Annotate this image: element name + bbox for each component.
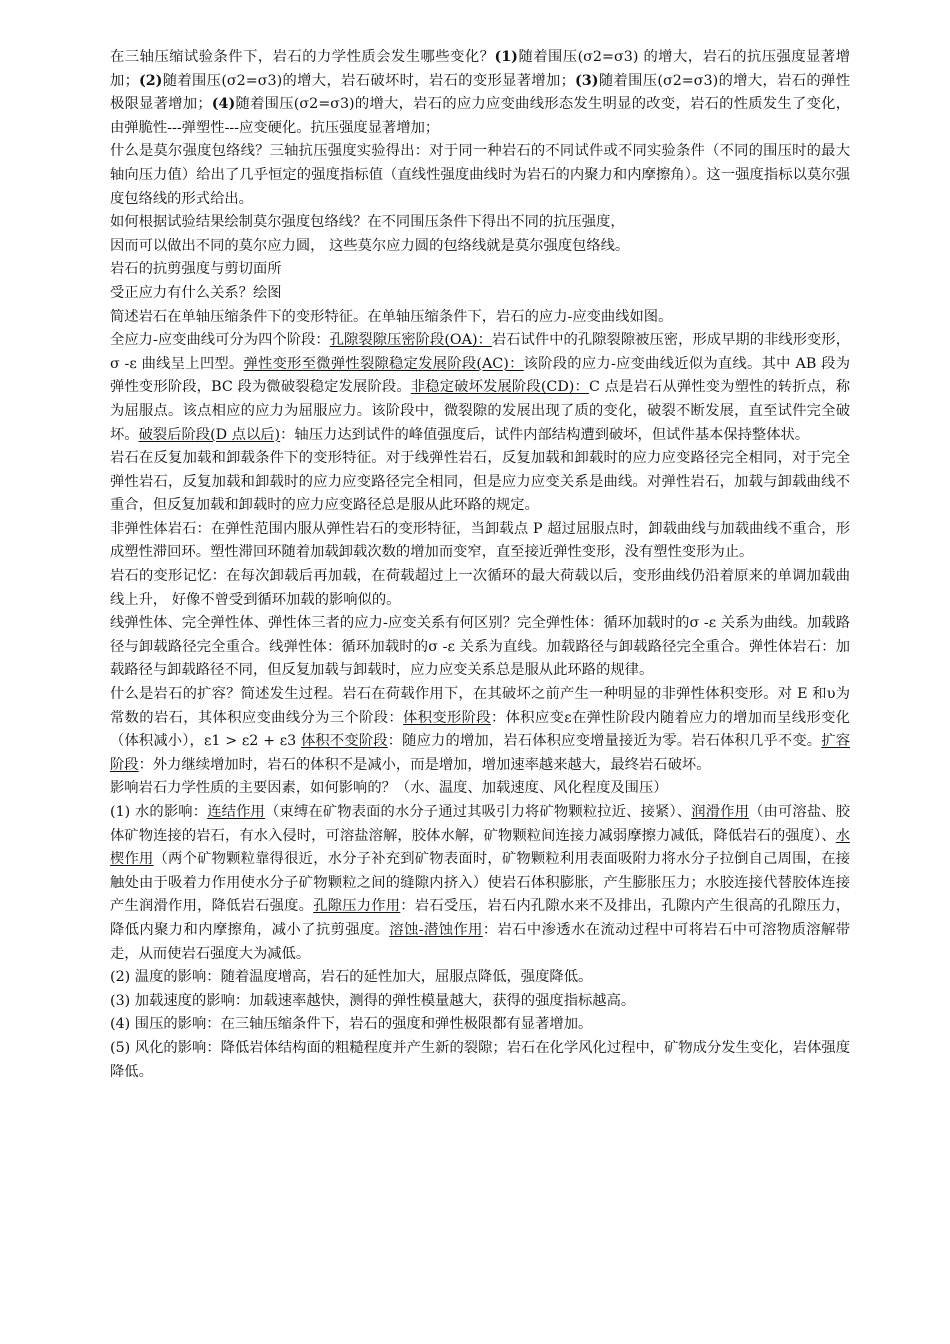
bold-marker: (1) <box>494 49 518 65</box>
underlined-term: 扩容阶段 <box>110 733 851 773</box>
paragraph-elastic-body-comparison <box>110 612 850 683</box>
underlined-term: 孔隙压力作用 <box>313 898 401 915</box>
underlined-term: 体积不变阶段 <box>300 733 388 750</box>
text-run: 岩石的抗剪强度与剪切面所 <box>110 261 282 278</box>
paragraph-triaxial-changes <box>110 46 850 140</box>
text-run: 因而可以做出不同的莫尔应力圆， 这些莫尔应力圆的包络线就是莫尔强度包络线。 <box>110 237 630 254</box>
bold-marker: (2) <box>138 72 163 89</box>
text-run: (1) 水的影响： <box>110 804 208 820</box>
text-run: （束缚在矿物表面的水分子通过其吸引力将矿物颗粒拉近、接紧）、 <box>264 804 692 820</box>
underlined-term: 润滑作用 <box>691 804 750 820</box>
bold-marker: (3) <box>574 72 599 89</box>
text-run: 什么是岩石的扩容？简述发生过程。岩石在荷载作用下，在其破坏之前产生一种明显的非弹性体积变形。对 E 和υ为常数的岩石，其体积应变曲线分为三个阶段： <box>110 686 850 726</box>
paragraph-normal-stress-question <box>110 282 850 306</box>
underlined-term: 连结作用 <box>207 804 265 820</box>
underlined-term: 弹性变形至微弹性裂隙稳定发展阶段(AC)： <box>243 355 524 372</box>
text-run: 该阶段的应力-应变曲线近似为直线。其中 AB 段为弹性变形阶段，BC 段为微破裂稳定发展阶段。 <box>110 355 851 396</box>
text-run: 在三轴压缩试验条件下，岩石的力学性质会发生哪些变化？ <box>110 49 495 65</box>
text-run: ：体积应变ε在弹性阶段内随着应力的增加而呈线形变化（体积减小），ε1 > ε2 + ε3 <box>110 709 851 750</box>
text-run: ：岩石受压，岩石内孔隙水来不及排出，孔隙内产生很高的孔隙压力，降低内聚力和内摩擦角，减小了抗剪强度。 <box>110 898 851 938</box>
text-run: (4) 围压的影响：在三轴压缩条件下，岩石的强度和弹性极限都有显著增加。 <box>110 1016 593 1033</box>
text-run: ：轴压力达到试件的峰值强度后，试件内部结构遭到破坏，但试件基本保持整体状。 <box>280 426 810 443</box>
text-run: 随着围压(σ2=σ3)的增大，岩石破坏时，岩石的变形显著增加； <box>162 72 575 89</box>
underlined-term: 水楔作用 <box>110 827 850 868</box>
paragraph-temperature-influence <box>110 966 850 990</box>
paragraph-uniaxial-deformation <box>110 306 850 330</box>
paragraph-inelastic-rock <box>110 518 850 565</box>
paragraph-four-stages <box>110 329 850 447</box>
paragraph-deformation-memory <box>110 565 850 612</box>
text-run: 随着围压(σ2=σ3) 的增大，岩石的抗压强度显著增加； <box>110 49 851 89</box>
text-run: C 点是岩石从弹性变为塑性的转折点，称为屈服点。该点相应的应力为屈服应力。该阶段中，微裂隙的发展出现了质的变化，破裂不断发展，直至试件完全破坏。 <box>110 379 850 443</box>
text-run: (3) 加载速度的影响：加载速率越快，测得的弹性模量越大，获得的强度指标越高。 <box>110 992 636 1009</box>
paragraph-cyclic-loading <box>110 447 850 518</box>
text-run: 影响岩石力学性质的主要因素，如何影响的？（水、温度、加载速度、风化程度及围压） <box>110 780 668 797</box>
underlined-term: 非稳定破坏发展阶段(CD)： <box>410 379 589 396</box>
text-run: 简述岩石在单轴压缩条件下的变形特征。在单轴压缩条件下，岩石的应力-应变曲线如图。 <box>110 308 673 325</box>
document-page <box>110 46 850 1084</box>
paragraph-mohr-circles <box>110 235 850 259</box>
text-run: 全应力-应变曲线可分为四个阶段： <box>110 332 330 349</box>
text-run: 岩石的变形记忆：在每次卸载后再加载，在荷载超过上一次循环的最大荷载以后，变形曲线仍沿着原来的单调加载曲线上升， 好像不曾受到循环加载的影响似的。 <box>110 568 850 608</box>
paragraph-mohr-envelope-definition <box>110 140 850 211</box>
text-run: ：岩石中渗透水在流动过程中可将岩石中可溶物质溶解带走，从而使岩石强度大为减低。 <box>110 921 850 962</box>
paragraph-water-influence <box>110 801 850 966</box>
paragraph-mohr-envelope-drawing <box>110 211 850 235</box>
paragraph-dilatancy <box>110 683 850 777</box>
text-run: (5) 风化的影响：降低岩体结构面的粗糙程度并产生新的裂隙；岩石在化学风化过程中，矿物成分发生变化，岩体强度降低。 <box>110 1039 850 1080</box>
underlined-term: 溶蚀-潜蚀作用 <box>389 921 483 938</box>
paragraph-confining-pressure-influence <box>110 1013 850 1037</box>
text-run: ：随应力的增加，岩石体积应变增量接近为零。岩石体积几乎不变。 <box>387 733 822 750</box>
text-run: 如何根据试验结果绘制莫尔强度包络线？在不同围压条件下得出不同的抗压强度， <box>110 214 625 231</box>
text-run: 受正应力有什么关系？绘图 <box>110 284 282 301</box>
underlined-term: 孔隙裂隙压密阶段(OA)： <box>329 332 492 349</box>
bold-marker: (4) <box>211 96 236 113</box>
text-run: 岩石试件中的孔隙裂隙被压密，形成早期的非线形变形，σ -ε 曲线呈上凹型。 <box>110 332 850 372</box>
text-run: 线弹性体、完全弹性体、弹性体三者的应力-应变关系有何区别？完全弹性体：循环加载时的σ -ε 关系为曲线。加载路径与卸载路径完全重合。线弹性体：循环加载时的σ -ε 关系为直线。加载路径与卸载路径完全重合。弹性体岩石：加载路径与卸载路径不同，但反复加载与卸载时，应力应变关系总是服从此环路的规律。 <box>110 615 850 679</box>
text-run: （两个矿物颗粒靠得很近，水分子补充到矿物表面时，矿物颗粒利用表面吸附力将水分子拉倒自己周围，在接触处由于吸着力作用使水分子矿物颗粒之间的缝隙内挤入）使岩石体积膨胀，产生膨胀压力；水胶连接代替胶体连接产生润滑作用，降低岩石强度。 <box>110 851 850 915</box>
text-run: 非弹性体岩石：在弹性范围内服从弹性岩石的变形特征，当卸载点 P 超过屈服点时，卸载曲线与加载曲线不重合，形成塑性滞回环。塑性滞回环随着加载卸载次数的增加而变窄，直至接近弹性变形，没有塑性变形为止。 <box>110 520 850 561</box>
text-run: ：外力继续增加时，岩石的体积不是减小，而是增加，增加速率越来越大，最终岩石破坏。 <box>138 756 711 773</box>
paragraph-shear-strength-title <box>110 258 850 282</box>
paragraph-loading-rate-influence <box>110 990 850 1014</box>
text-run: 随着围压(σ2=σ3)的增大，岩石的弹性极限显著增加； <box>110 72 850 113</box>
underlined-term: 体积变形阶段 <box>403 709 491 726</box>
text-run: 岩石在反复加载和卸载条件下的变形特征。对于线弹性岩石，反复加载和卸载时的应力应变路径完全相同，对于完全弹性岩石，反复加载和卸载时的应力应变路径完全相同，但是应力应变关系是曲线。对弹性岩石，加载与卸载曲线不重合，但反复加载和卸载时的应力应变路径总是服从此环路的规定。 <box>110 450 850 514</box>
text-run: (2) 温度的影响：随着温度增高，岩石的延性加大，屈服点降低，强度降低。 <box>110 969 593 986</box>
text-run: 什么是莫尔强度包络线？三轴抗压强度实验得出：对于同一种岩石的不同试件或不同实验条件（不同的围压时的最大轴向压力值）给出了几乎恒定的强度指标值（直线性强度曲线时为岩石的内聚力和内摩擦角）。这一强度指标以莫尔强度包络线的形式给出。 <box>110 143 850 207</box>
text-run: （由可溶盐、胶体矿物连接的岩石，有水入侵时，可溶盐溶解，胶体水解，矿物颗粒间连接力减弱摩擦力减低，降低岩石的强度）、 <box>110 804 851 844</box>
text-run: 随着围压(σ2=σ3)的增大，岩石的应力应变曲线形态发生明显的改变，岩石的性质发生了变化，由弹脆性---弹塑性---应变硬化。抗压强度显著增加； <box>110 96 851 136</box>
paragraph-factors-question <box>110 777 850 801</box>
underlined-term: 破裂后阶段(D 点以后) <box>138 426 281 443</box>
paragraph-weathering-influence <box>110 1037 850 1084</box>
